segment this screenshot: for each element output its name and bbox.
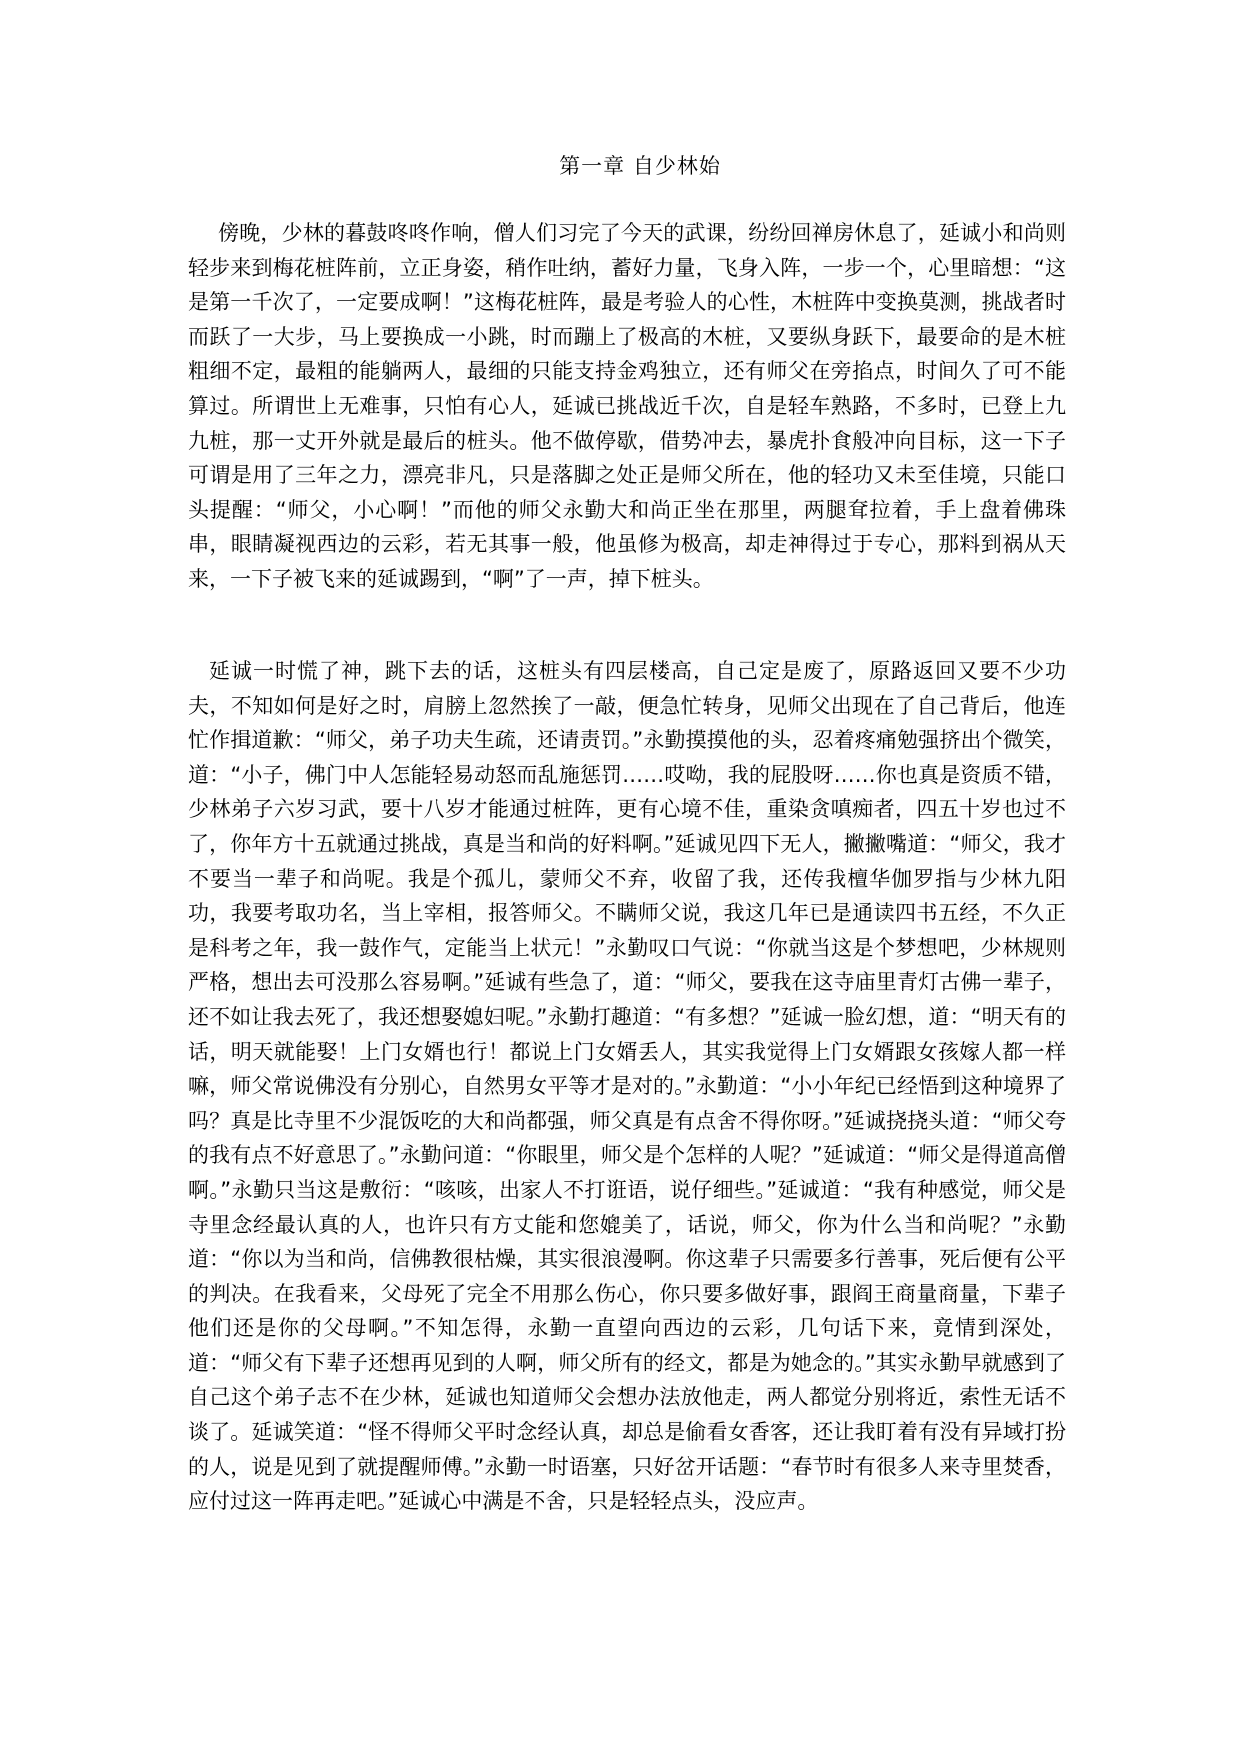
paragraph-2: 延诚一时慌了神，跳下去的话，这桩头有四层楼高，自己定是废了，原路返回又要不少功夫，不知如何是好之时，肩膀上忽然挨了一敲，便急忙转身，见师父出现在了自己背后，他连忙作揖道歉：“师父，弟子功夫生疏，还请责罚。”永勤摸摸他的头，忍着疼痛勉强挤出个微笑，道：“小子，佛门中人怎能轻易动怒而乱施惩罚……哎呦，我的屁股呀……你也真是资质不错，少林弟子六岁习武，要十八岁才能通过桩阵，更有心境不佳，重染贪嗔痴者，四五十岁也过不了，你年方十五就通过挑战，真是当和尚的好料啊。”延诚见四下无人，撇撇嘴道：“师父，我才不要当一辈子和尚呢。我是个孤儿，蒙师父不弃，收留了我，还传我檀华伽罗指与少林九阳功，我要考取功名，当上宰相，报答师父。不瞒师父说，我这几年已是通读四书五经，不久正是科考之年，我一鼓作气，定能当上状元！”永勤叹口气说：“你就当这是个梦想吧，少林规则严格，想出去可没那么容易啊。”延诚有些急了，道：“师父，要我在这寺庙里青灯古佛一辈子，还不如让我去死了，我还想娶媳妇呢。”永勤打趣道：“有多想？”延诚一脸幻想，道：“明天有的话，明天就能娶！上门女婿也行！都说上门女婿丢人，其实我觉得上门女婿跟女孩嫁人都一样嘛，师父常说佛没有分别心，自然男女平等才是对的。”永勤道：“小小年纪已经悟到这种境界了吗？真是比寺里不少混饭吃的大和尚都强，师父真是有点舍不得你呀。”延诚挠挠头道：“师父夸的我有点不好意思了。”永勤问道：“你眼里，师父是个怎样的人呢？”延诚道：“师父是得道高僧啊。”永勤只当这是敷衍：“咳咳，出家人不打诳语，说仔细些。”延诚道：“我有种感觉，师父是寺里念经最认真的人，也许只有方丈能和您媲美了，话说，师父，你为什么当和尚呢？”永勤道：“你以为当和尚，信佛教很枯燥，其实很浪漫啊。你这辈子只需要多行善事，死后便有公平的判决。在我看来，父母死了完全不用那么伤心，你只要多做好事，跟阎王商量商量，下辈子他们还是你的父母啊。”不知怎得，永勤一直望向西边的云彩，几句话下来，竟情到深处，道：“师父有下辈子还想再见到的人啊，师父所有的经文，都是为她念的。”其实永勤早就感到了自己这个弟子志不在少林，延诚也知道师父会想办法放他走，两人都觉分别将近，索性无话不谈了。延诚笑道：“怪不得师父平时念经认真，却总是偷看女香客，还让我盯着有没有异域打扮的人，说是见到了就提醒师傅。”永勤一时语塞，只好岔开话题：“春节时有很多人来寺里焚香，应付过这一阵再走吧。”延诚心中满是不舍，只是轻轻点头，没应声。 <box>188 659 1066 1514</box>
chapter-title: 第一章 自少林始 <box>559 154 721 178</box>
paragraph-1: 傍晚，少林的暮鼓咚咚作响，僧人们习完了今天的武课，纷纷回禅房休息了，延诚小和尚则轻步来到梅花桩阵前，立正身姿，稍作吐纳，蓄好力量，飞身入阵，一步一个，心里暗想：“这是第一千次了，一定要成啊！”这梅花桩阵，最是考验人的心性，木桩阵中变换莫测，挑战者时而跃了一大步，马上要换成一小跳，时而蹦上了极高的木桩，又要纵身跃下，最要命的是木桩粗细不定，最粗的能躺两人，最细的只能支持金鸡独立，还有师父在旁掐点，时间久了可不能算过。所谓世上无难事，只怕有心人，延诚已挑战近千次，自是轻车熟路，不多时，已登上九九桩，那一丈开外就是最后的桩头。他不做停歇，借势冲去，暴虎扑食般冲向目标，这一下子可谓是用了三年之力，漂亮非凡，只是落脚之处正是师父所在，他的轻功又未至佳境，只能口头提醒：“师父，小心啊！”而他的师父永勤大和尚正坐在那里，两腿耷拉着，手上盘着佛珠串，眼睛凝视西边的云彩，若无其事一般，他虽修为极高，却走神得过于专心，那料到祸从天来，一下子被飞来的延诚踢到，“啊”了一声，掉下桩头。 <box>188 221 1066 591</box>
